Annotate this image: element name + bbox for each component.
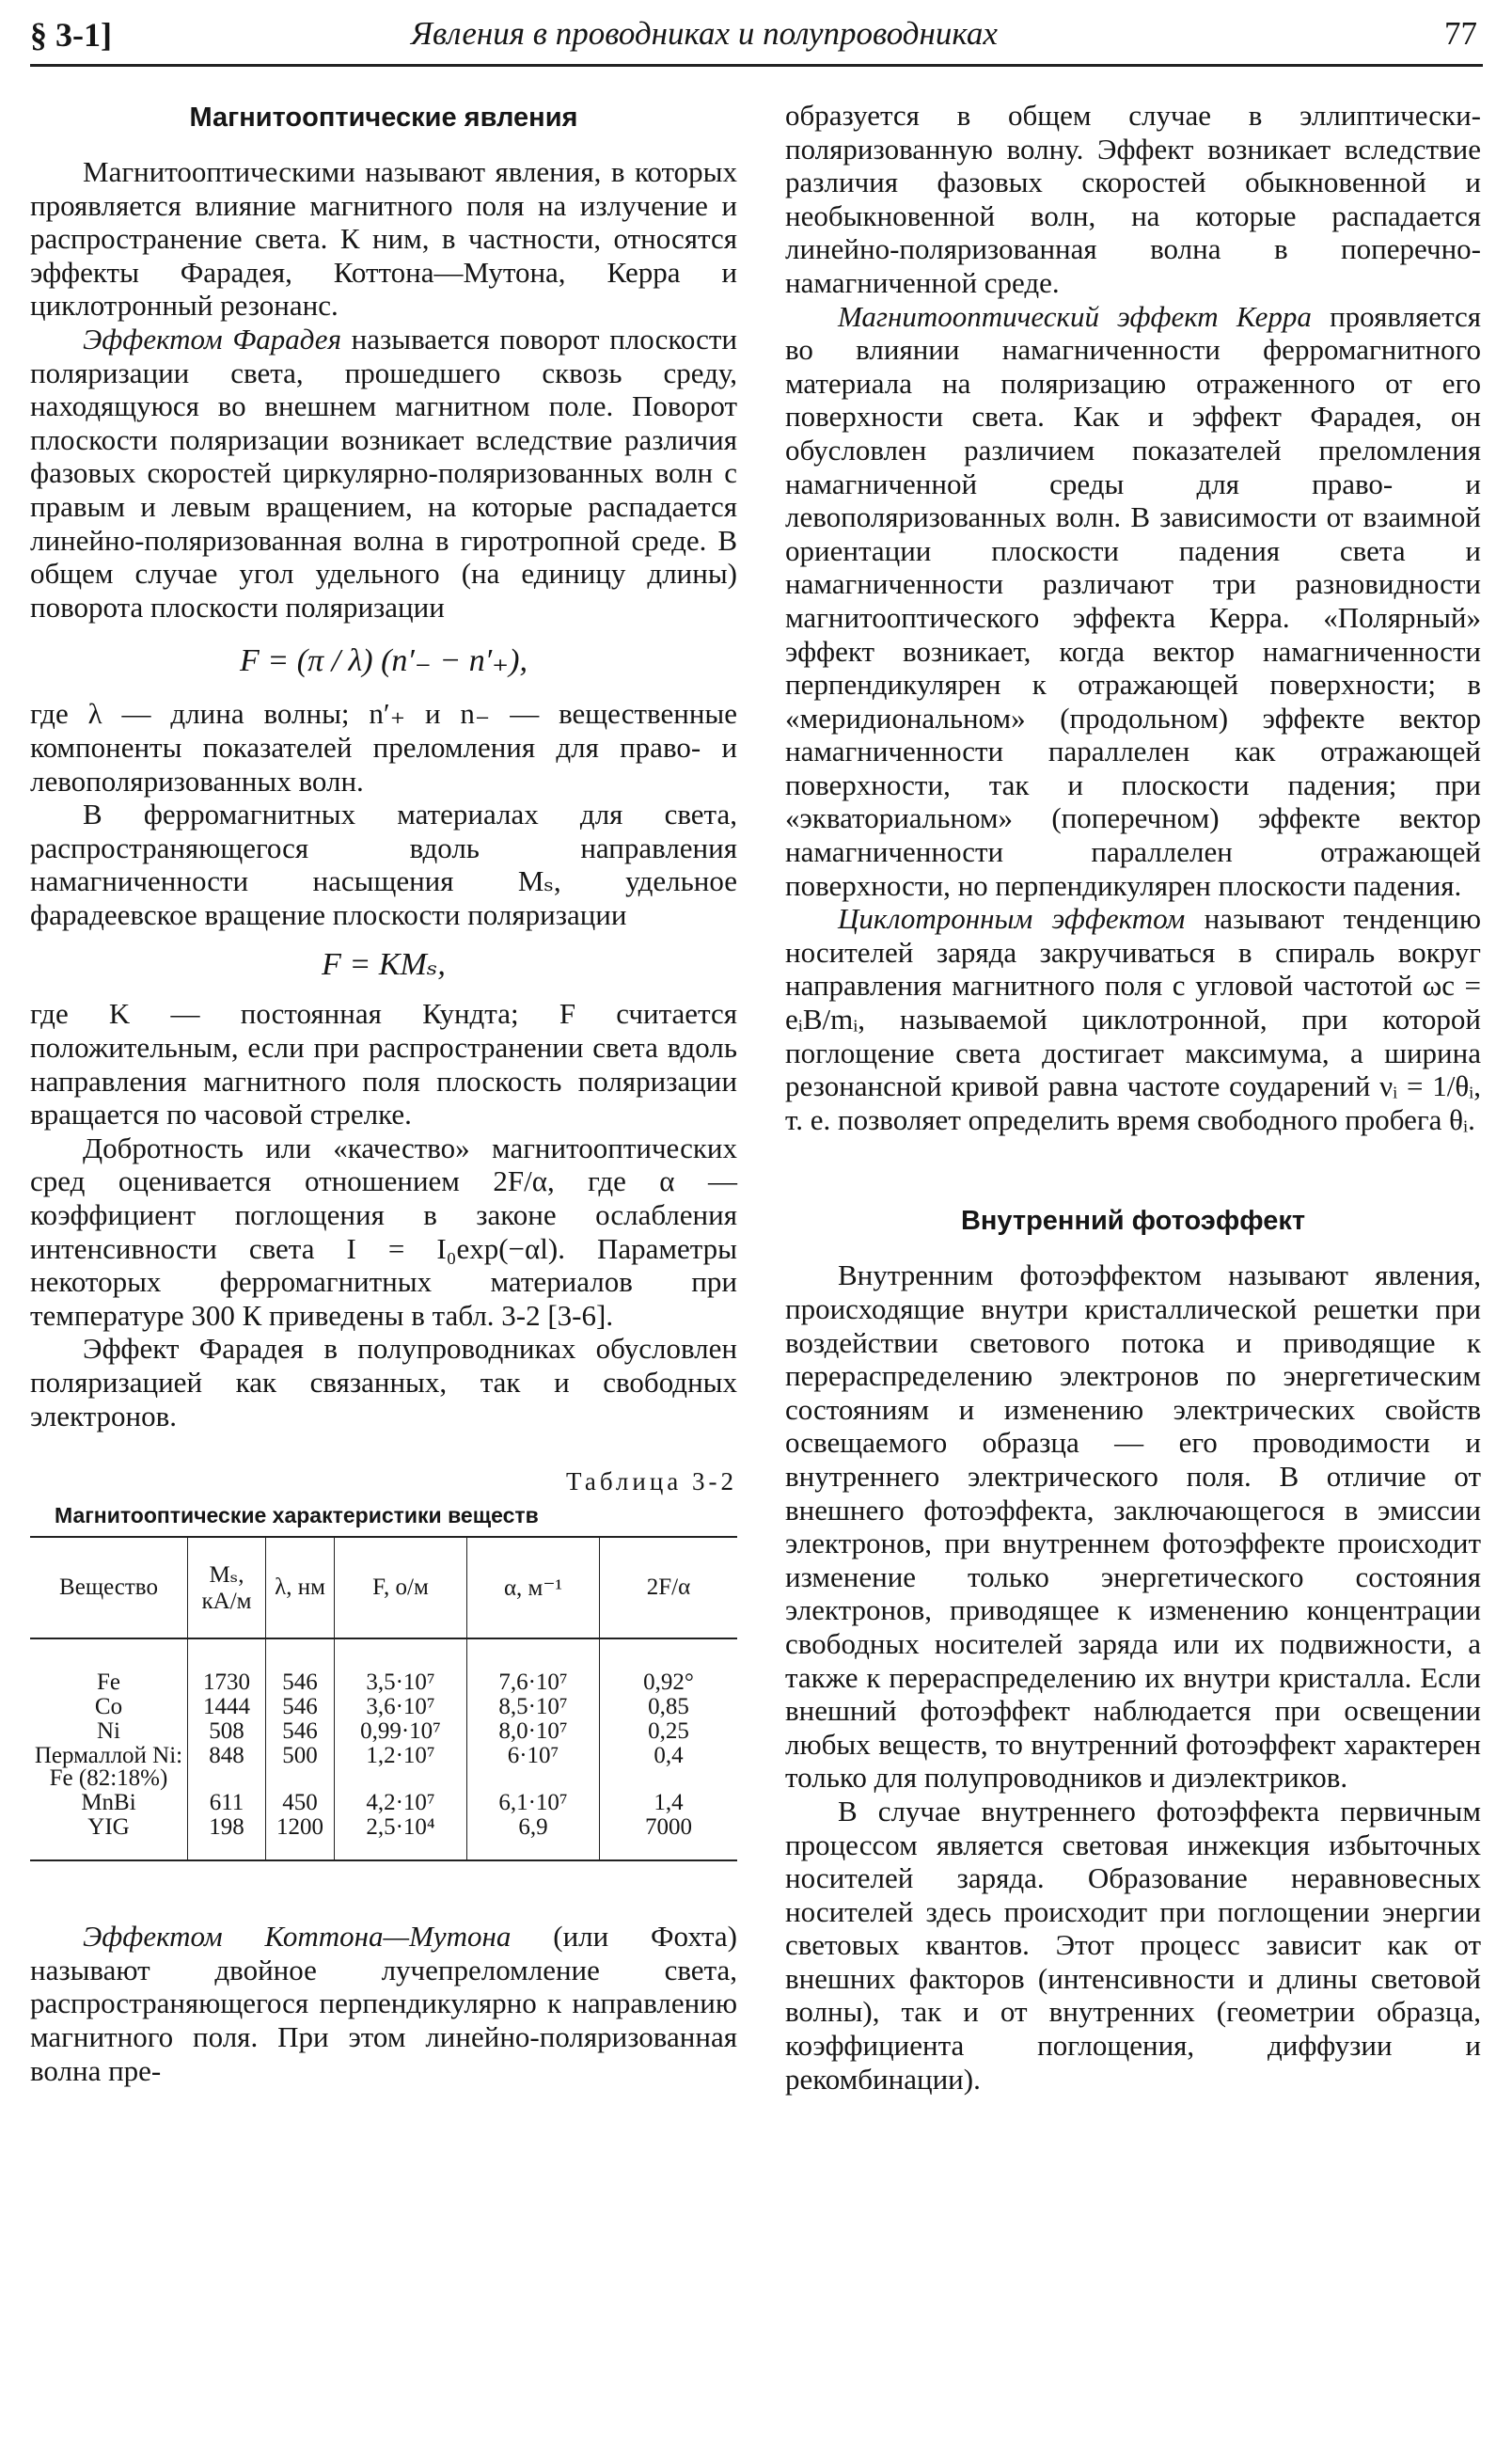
left-column (30, 99, 737, 2087)
table-cell: 198 (188, 1815, 266, 1860)
table-row (30, 1815, 737, 1860)
table-title: Магнитооптические характеристики веществ (55, 1503, 539, 1528)
table-cell: Ni (97, 1718, 120, 1745)
table-cell: 0,92° (600, 1638, 738, 1695)
formula: F = (π / λ) (n′₋ − n′₊), (240, 643, 528, 679)
table-cell: 611 (188, 1791, 266, 1815)
paragraph: образуется в общем случае в эллиптически-поляризованную волну. Эффект возникает вследствие различия фазовых скоростей обыкновенной и необыкновенной волн, на которые распадается линейно-поляризованная волна в поперечно-намагниченной среде. (785, 99, 1481, 299)
paragraph: Циклотронным эффектом называют тенденцию носителей заряда закручиваться в спираль вокруг направления магнитного поля с угловой частотой ωc = eᵢB/mᵢ, называемой циклотронной, при которой поглощение света достигает максимума, а ширина резонансной кривой равна частоте соударений νᵢ = 1/θᵢ, т. е. позволяет определить время свободного пробега θᵢ. (785, 902, 1481, 1136)
table-cell: YIG (30, 1815, 188, 1860)
table-cell: 7000 (600, 1815, 738, 1860)
table-row (30, 1719, 737, 1744)
column-header: Mₛ, кА/м (188, 1537, 266, 1638)
table-cell: 450 (266, 1791, 335, 1815)
paragraph: Эффектом Коттона—Мутона (или Фохта) называют двойное лучепреломление света, распространяющегося перпендикулярно к направлению магнитного поля. При этом линейно-поляризованная волна пре- (30, 1920, 737, 2087)
table-cell: 1444 (188, 1695, 266, 1719)
table-header-row (30, 1537, 737, 1638)
table-cell: Co (94, 1694, 123, 1720)
table-cell: 848 (188, 1744, 266, 1791)
table-cell: 0,4 (600, 1744, 738, 1791)
page-header (30, 9, 1483, 67)
table-cell: 4,2·10⁷ (335, 1791, 467, 1815)
section-heading: Магнитооптические явления (189, 103, 578, 133)
table-cell: 500 (266, 1744, 335, 1791)
table-cell: 1200 (266, 1815, 335, 1860)
section-number: § 3-1] (30, 16, 112, 54)
column-header: Вещество (30, 1537, 188, 1638)
paragraph: Добротность или «качество» магнитооптических сред оценивается отношением 2F/α, где α — коэффициент поглощения в законе ослабления интенсивности света I = I₀exp(−αl). Параметры некоторых ферромагнитных материалов при температуре 300 К приведены в табл. 3-2 [3-6]. (30, 1131, 737, 1332)
paragraph: Магнитооптическими называют явления, в которых проявляется влияние магнитного поля на излучение и распространение света. К ним, в частности, относятся эффекты Фарадея, Коттона—Мутона, Керра и циклотронный резонанс. (30, 155, 737, 323)
table-cell: Fe (97, 1670, 120, 1696)
table-cell: 6,9 (467, 1815, 600, 1860)
term: Эффектом Коттона—Мутона (83, 1920, 512, 1954)
term: Циклотронным эффектом (838, 902, 1186, 936)
table-cell: 508 (188, 1719, 266, 1744)
column-header: α, м⁻¹ (467, 1537, 600, 1638)
table-cell: 2,5·10⁴ (335, 1815, 467, 1860)
section-heading: Внутренний фотоэффект (960, 1206, 1306, 1237)
table-cell: 1,2·10⁷ (335, 1744, 467, 1791)
table-cell: 8,0·10⁷ (467, 1719, 600, 1744)
table-row (30, 1744, 737, 1791)
table-cell: 1730 (188, 1638, 266, 1695)
table-cell: 7,6·10⁷ (467, 1638, 600, 1695)
right-column (785, 99, 1481, 2096)
formula: F = KMₛ, (322, 947, 446, 983)
column-header: λ, нм (266, 1537, 335, 1638)
term: Эффектом Фарадея (83, 322, 341, 356)
table-cell: 546 (266, 1638, 335, 1695)
paragraph: где λ — длина волны; n′₊ и n₋ — вещественные компоненты показателей преломления для право- и левополяризованных волн. (30, 697, 737, 798)
paragraph: В случае внутреннего фотоэффекта первичным процессом является световая инжекция избыточных носителей заряда. Образование неравновесных носителей здесь происходит при поглощении энергии световых квантов. Этот процесс зависит как от внешних факторов (интенсивности и длины световой волны), так и от внутренних (геометрии образца, коэффициента поглощения, диффузии и рекомбинации). (785, 1794, 1481, 2096)
data-table (30, 1536, 737, 1861)
table-cell: 3,5·10⁷ (335, 1638, 467, 1695)
table-caption: Таблица 3-2 (566, 1467, 737, 1496)
table-cell: 0,85 (600, 1695, 738, 1719)
paragraph: Эффектом Фарадея называется поворот плоскости поляризации света, прошедшего сквозь среду, находящуюся во внешнем магнитном поле. Поворот плоскости поляризации возникает вследствие различия фазовых скоростей циркулярно-поляризованных волн с правым и левым вращением, на которые распадается линейно-поляризованная волна в гиротропной среде. В общем случае угол удельного (на единицу длины) поворота плоскости поляризации (30, 322, 737, 624)
table-cell: 546 (266, 1695, 335, 1719)
paragraph: где K — постоянная Кундта; F считается положительным, если при распространении света вдоль направления магнитного поля плоскость поляризации вращается по часовой стрелке. (30, 997, 737, 1131)
term: Магнитооптический эффект Керра (838, 299, 1312, 333)
table-cell: 1,4 (600, 1791, 738, 1815)
paragraph: Эффект Фарадея в полупроводниках обусловлен поляризацией как связанных, так и свободных электронов. (30, 1332, 737, 1432)
paragraph: Внутренним фотоэффектом называют явления, происходящие внутри кристаллической решетки при воздействии светового потока и приводящие к перераспределению электронов по энергетическим состояниям и изменению электрических свойств освещаемого образца — его проводимости и внутреннего электрического поля. В отличие от внешнего фотоэффекта, заключающегося в эмиссии электронов, при внутреннем фотоэффекте происходит изменение только энергетического состояния электронов, приводящее к изменению концентрации свободных носителей заряда или их подвижности, а также к перераспределению их внутри кристалла. Если внешний фотоэффект наблюдается при освещении любых веществ, то внутренний фотоэффект характерен только для полупроводников и диэлектриков. (785, 1258, 1481, 1795)
column-header: 2F/α (600, 1537, 738, 1638)
paragraph: В ферромагнитных материалах для света, распространяющегося вдоль направления намагниченности насыщения Mₛ, удельное фарадеевское вращение плоскости поляризации (30, 798, 737, 931)
table-cell: 3,6·10⁷ (335, 1695, 467, 1719)
table-row (30, 1791, 737, 1815)
column-header: F, о/м (335, 1537, 467, 1638)
table-cell: 546 (266, 1719, 335, 1744)
table-row (30, 1638, 737, 1695)
page-number: 77 (1444, 15, 1477, 52)
table-cell: Пермаллой Ni: Fe (82:18%) (34, 1743, 183, 1792)
table-cell: MnBi (81, 1790, 136, 1816)
table-cell: 6·10⁷ (467, 1744, 600, 1791)
paragraph: Магнитооптический эффект Керра проявляется во влиянии намагниченности ферромагнитного материала на поляризацию отраженного от его поверхности света. Как и эффект Фарадея, он обусловлен различием показателей преломления намагниченной среды для право- и левополяризованных волн. В зависимости от взаимной ориентации плоскости падения света и намагниченности различают три разновидности магнитооптического эффекта Керра. «Полярный» эффект возникает, когда вектор намагниченности перпендикулярен к отражающей поверхности; в «меридиональном» (продольном) эффекте вектор намагниченности параллелен как отражающей поверхности, так и плоскости падения; при «экваториальном» (поперечном) эффекте вектор намагниченности параллелен отражающей поверхности, но перпендикулярен плоскости падения. (785, 299, 1482, 902)
running-title: Явления в проводниках и полупроводниках (411, 15, 998, 52)
table-cell: 6,1·10⁷ (467, 1791, 600, 1815)
table-cell: 0,25 (600, 1719, 738, 1744)
table-cell: 0,99·10⁷ (335, 1719, 467, 1744)
table-row (30, 1695, 737, 1719)
table-cell: 8,5·10⁷ (467, 1695, 600, 1719)
